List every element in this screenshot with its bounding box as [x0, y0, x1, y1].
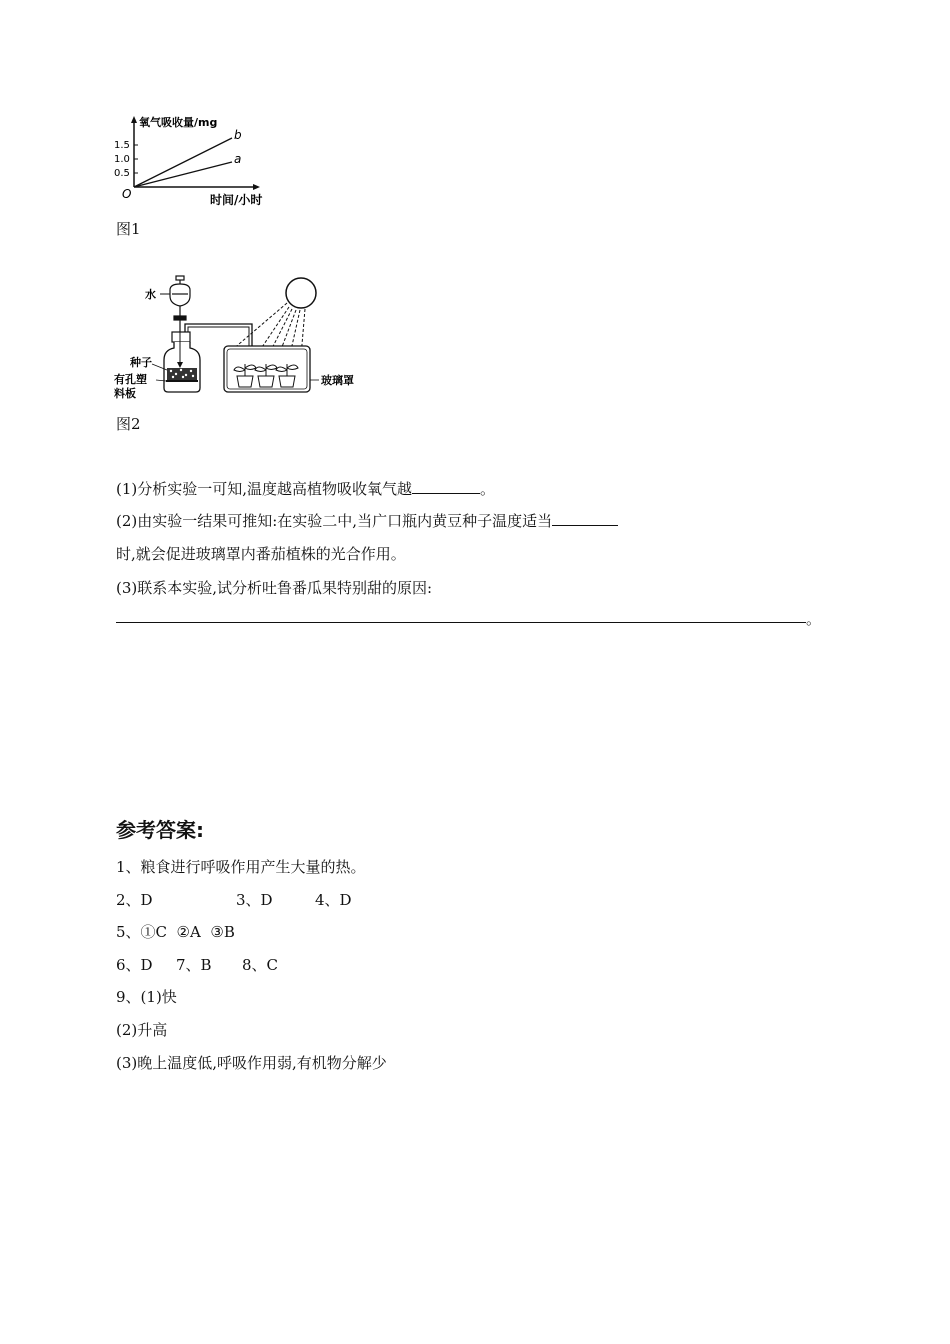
answer-9-part-3: (3)晚上温度低,呼吸作用弱,有机物分解少 — [116, 1054, 387, 1072]
question-1 — [116, 478, 495, 499]
figure2-caption: 图2 — [116, 415, 141, 433]
label-water: 水 — [145, 288, 156, 301]
label-seed: 种子 — [130, 356, 152, 369]
question-2-text: (2)由实验一结果可推知:在实验二中,当广口瓶内黄豆种子温度适当 — [116, 512, 553, 530]
label-board-1: 有孔塑 — [114, 373, 147, 386]
series-label-b: b — [234, 128, 242, 142]
sun-icon — [286, 278, 316, 308]
y-tick-label: 0.5 — [114, 168, 130, 179]
answer-7: 7、B — [176, 956, 212, 974]
y-axis-label: 氧气吸收量/mg — [139, 116, 218, 129]
answers-title: 参考答案: — [116, 818, 204, 842]
question-2-continued: 时,就会促进玻璃罩内番茄植株的光合作用。 — [116, 545, 406, 563]
figure1-graph — [112, 112, 277, 210]
answer-4: 4、D — [315, 891, 352, 909]
bottle-stopper — [172, 332, 190, 342]
answer-blank-1[interactable] — [412, 479, 480, 494]
x-axis-label: 时间/小时 — [210, 193, 263, 207]
answer-2: 2、D — [116, 891, 153, 909]
y-axis-arrow — [131, 116, 137, 123]
series-line-a — [134, 162, 232, 187]
x-axis-arrow — [253, 184, 260, 190]
answer-8: 8、C — [242, 956, 279, 974]
question-1-text: (1)分析实验一可知,温度越高植物吸收氧气越 — [116, 480, 413, 498]
answer-5: 5、①C ②A ③B — [116, 923, 235, 941]
wide-mouth-bottle — [164, 342, 200, 392]
end-mark: 。 — [806, 610, 822, 628]
label-glass-cover: 玻璃罩 — [321, 374, 354, 387]
answer-3: 3、D — [236, 891, 273, 909]
answer-9-part-2: (2)升高 — [116, 1021, 168, 1039]
question-3: (3)联系本实验,试分析吐鲁番瓜果特别甜的原因: — [116, 579, 433, 597]
question-2 — [116, 510, 618, 531]
y-tick-label: 1.0 — [114, 154, 130, 165]
series-line-b — [134, 138, 232, 187]
figure1-caption: 图1 — [116, 220, 141, 238]
answer-blank-3[interactable] — [116, 622, 806, 623]
answer-1: 1、粮食进行呼吸作用产生大量的热。 — [116, 858, 366, 876]
origin-label: O — [122, 187, 132, 201]
figure2-apparatus — [112, 270, 372, 405]
y-tick-label: 1.5 — [114, 140, 130, 151]
series-label-a: a — [234, 152, 242, 166]
answer-blank-2[interactable] — [552, 511, 618, 526]
end-mark: 。 — [480, 480, 496, 498]
answer-9: 9、(1)快 — [116, 988, 177, 1006]
label-board-2: 料板 — [114, 387, 136, 400]
answer-6: 6、D — [116, 956, 153, 974]
